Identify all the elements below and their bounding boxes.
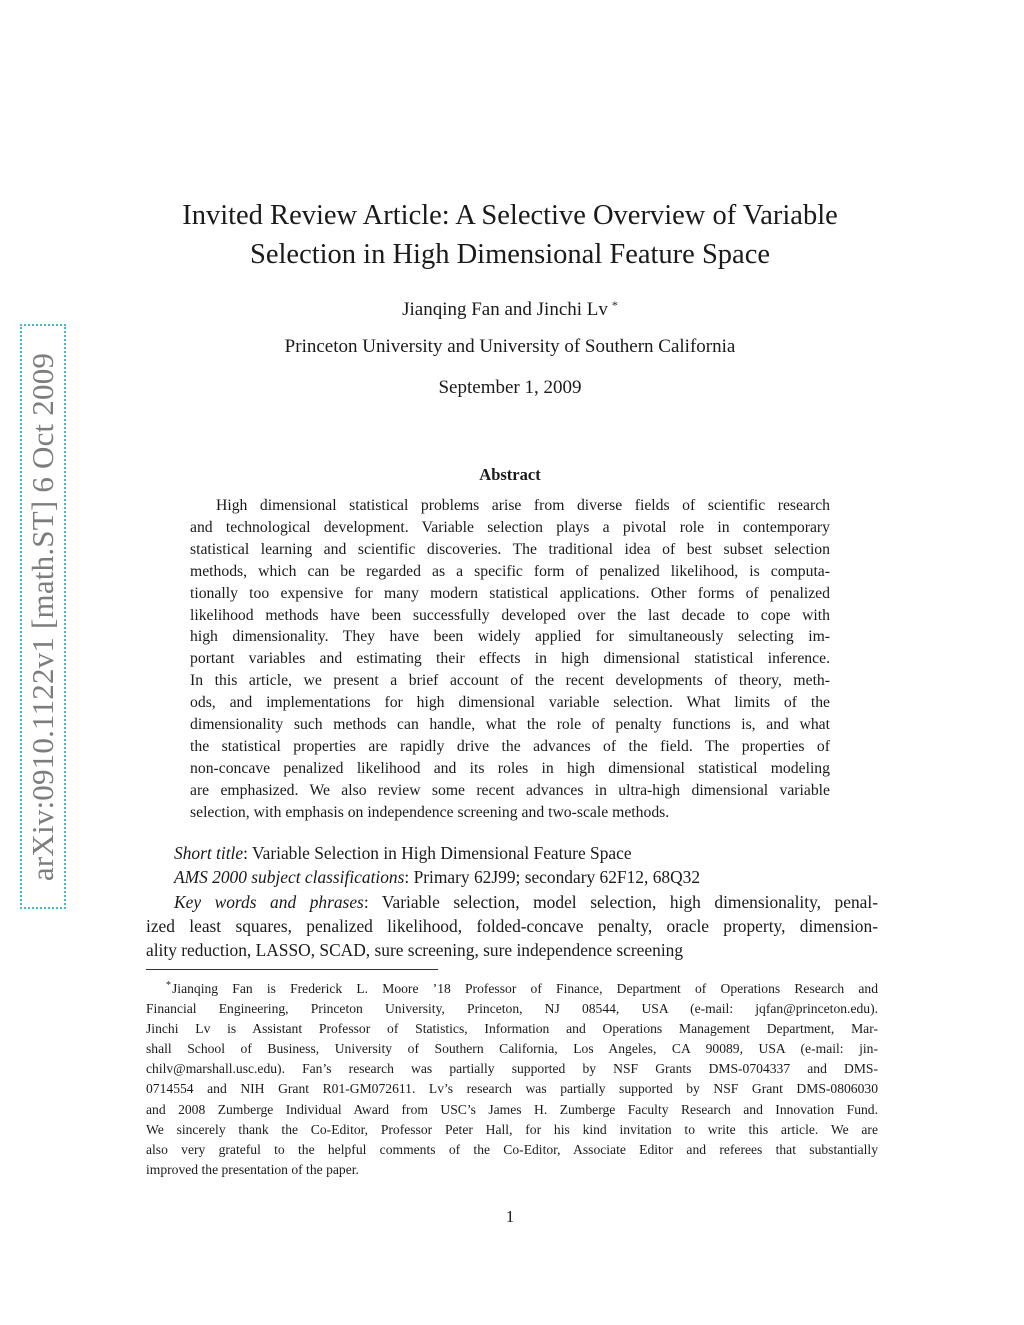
footnote-line bbox=[146, 976, 878, 999]
abstract-line: High dimensional statistical problems arise from diverse fields of scientific research bbox=[216, 497, 830, 514]
abstract-line: and technological development. Variable selection plays a pivotal role in contemporary bbox=[190, 518, 830, 536]
abstract-line: In this article, we present a brief account of the recent developments of theory, meth- bbox=[190, 672, 830, 690]
abstract-line: methods, which can be regarded as a specific form of penalized likelihood, is computa- bbox=[190, 562, 830, 580]
authors: Jianqing Fan and Jinchi Lv bbox=[402, 299, 608, 320]
keywords-line: ized least squares, penalized likelihood, folded-concave penalty, oracle property, dimension- bbox=[146, 915, 878, 936]
short-title-label: Short title bbox=[174, 843, 244, 863]
footnote-line: and 2008 Zumberge Individual Award from USC’s James H. Zumberge Faculty Research and Innovation Fund. bbox=[146, 1101, 878, 1117]
abstract-heading: Abstract bbox=[479, 465, 541, 484]
paper-date: September 1, 2009 bbox=[438, 377, 582, 398]
abstract-line: statistical learning and scientific discoveries. The traditional idea of best subset selection bbox=[190, 540, 830, 558]
short-title-value: Variable Selection in High Dimensional Feature Space bbox=[251, 843, 632, 863]
arxiv-stamp-text: arXiv:0910.1122v1 [math.ST] 6 Oct 2009 bbox=[25, 352, 60, 881]
footnote-line-text: Jianqing Fan is Frederick L. Moore ’18 Professor of Finance, Department of Operations Research and bbox=[172, 981, 878, 996]
paper-metadata bbox=[146, 841, 878, 962]
paper-title bbox=[150, 196, 870, 274]
footnote-line: We sincerely thank the Co-Editor, Professor Peter Hall, for his kind invitation to write this article. We are bbox=[146, 1121, 878, 1137]
ams-classification-line: AMS 2000 subject classifications: Primary 62J99; secondary 62F12, 68Q32 bbox=[174, 867, 701, 888]
abstract-line: selection, with emphasis on independence screening and two-scale methods. bbox=[190, 803, 670, 821]
footnote-line: shall School of Business, University of Southern California, Los Angeles, CA 90089, USA (e-mail: jin- bbox=[146, 1041, 878, 1057]
abstract-line: likelihood methods have been successfully developed over the last decade to cope with bbox=[190, 606, 830, 624]
keywords-line: ality reduction, LASSO, SCAD, sure screening, sure independence screening bbox=[146, 940, 684, 961]
footnote-line: Financial Engineering, Princeton University, Princeton, NJ 08544, USA (e-mail: jqfan@princeton.edu). bbox=[146, 1001, 878, 1017]
footnote-divider bbox=[146, 969, 438, 970]
keywords-value-line: Variable selection, model selection, high dimensionality, penal- bbox=[381, 891, 879, 912]
abstract-line: are emphasized. We also review some recent advances in ultra-high dimensional variable bbox=[190, 781, 830, 799]
abstract-line: tionally too expensive for many modern statistical applications. Other forms of penalized bbox=[190, 584, 830, 602]
title-line: Invited Review Article: A Selective Overview of Variable bbox=[182, 200, 838, 231]
keywords-label: Key words and phrases bbox=[174, 891, 364, 912]
abstract-line: portant variables and estimating their effects in high dimensional statistical inference. bbox=[190, 650, 830, 668]
footnote-line: improved the presentation of the paper. bbox=[146, 1161, 359, 1177]
abstract-line: high dimensionality. They have been widely applied for simultaneously selecting im- bbox=[190, 628, 830, 646]
author-footnote bbox=[146, 976, 878, 1180]
footnote-line: chilv@marshall.usc.edu). Fan’s research was partially supported by NSF Grants DMS-0704337 and DMS- bbox=[146, 1061, 878, 1077]
ams-value: Primary 62J99; secondary 62F12, 68Q32 bbox=[413, 867, 701, 888]
abstract-line: the statistical properties are rapidly drive the advances of the field. The properties of bbox=[190, 737, 830, 755]
page-number: 1 bbox=[505, 1207, 515, 1226]
footnote-line: also very grateful to the helpful comments of the Co-Editor, Associate Editor and referees that substantially bbox=[146, 1141, 878, 1157]
arxiv-identifier-stamp[interactable] bbox=[20, 324, 66, 909]
footnote-line: 0714554 and NIH Grant R01-GM072611. Lv’s research was partially supported by NSF Grant DMS-0806030 bbox=[146, 1081, 878, 1097]
title-line: Selection in High Dimensional Feature Space bbox=[250, 239, 770, 270]
footnote-line: Jinchi Lv is Assistant Professor of Statistics, Information and Operations Management Department, Mar- bbox=[146, 1021, 878, 1037]
author-line bbox=[150, 298, 870, 321]
short-title-line: Short title: Variable Selection in High Dimensional Feature Space bbox=[174, 843, 632, 863]
abstract-line: non-concave penalized likelihood and its roles in high dimensional statistical modeling bbox=[190, 759, 830, 777]
author-footnote-mark[interactable]: * bbox=[611, 298, 618, 312]
ams-label: AMS 2000 subject classifications bbox=[174, 867, 405, 888]
abstract-line: dimensionality such methods can handle, what the role of penalty functions is, and what bbox=[190, 716, 830, 734]
abstract-line: ods, and implementations for high dimensional variable selection. What limits of the bbox=[190, 694, 830, 712]
footnote-mark: * bbox=[166, 980, 171, 991]
affiliation: Princeton University and University of Southern California bbox=[284, 336, 736, 357]
keywords-line: Key words and phrases: Variable selection, model selection, high dimensionality, penal- bbox=[174, 891, 879, 912]
abstract-body bbox=[190, 495, 830, 824]
